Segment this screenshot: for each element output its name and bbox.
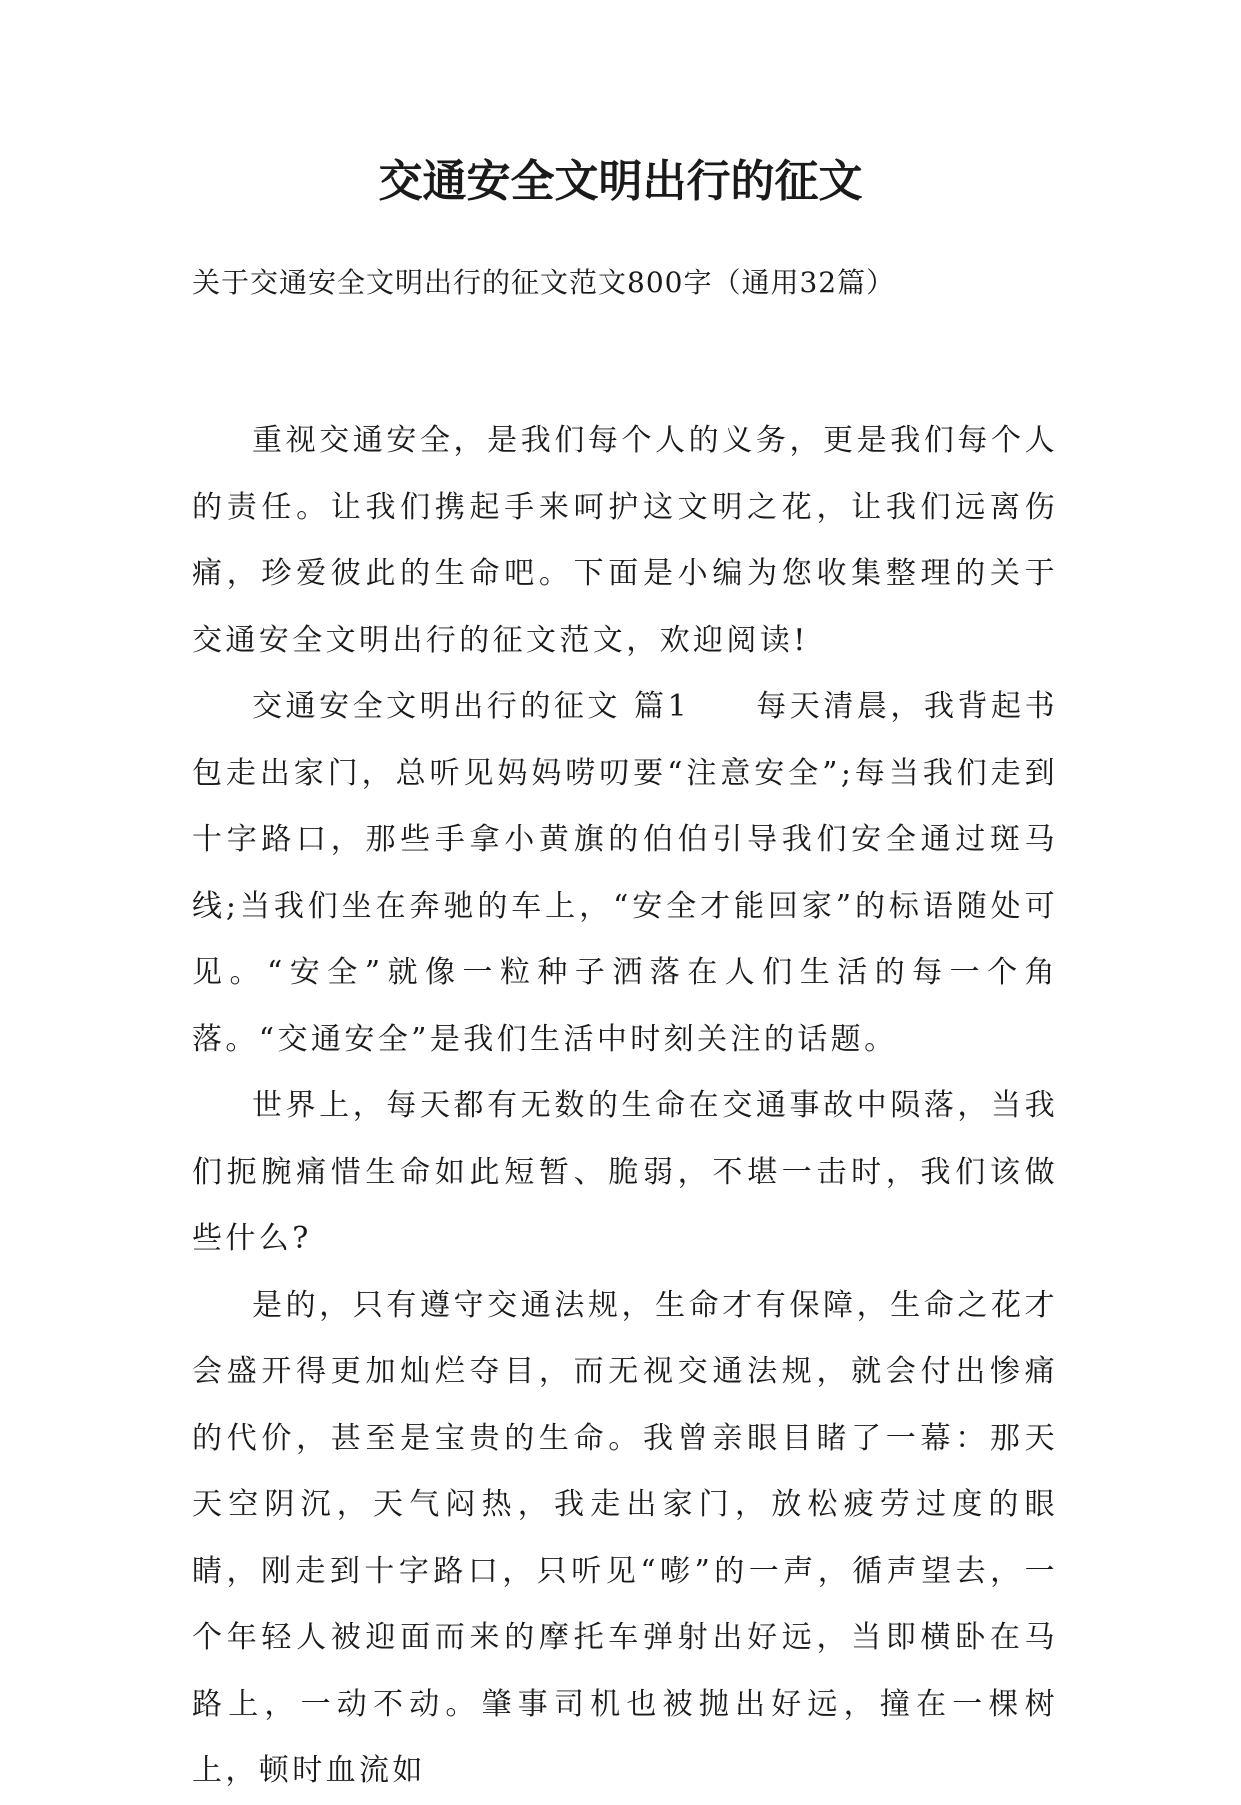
body-paragraph-2: 世界上，每天都有无数的生命在交通事故中陨落，当我们扼腕痛惜生命如此短暂、脆弱，不堪一击时，我们该做些什么?	[192, 1088, 1058, 1256]
document-body	[192, 408, 1058, 1805]
section-heading: 交通安全文明出行的征文 篇1	[252, 689, 691, 724]
document-title: 交通安全文明出行的征文	[378, 156, 863, 207]
body-paragraph-3: 是的，只有遵守交通法规，生命才有保障，生命之花才会盛开得更加灿烂夺目，而无视交通法规，就会付出惨痛的代价，甚至是宝贵的生命。我曾亲眼目睹了一幕：那天天空阴沉，天气闷热，我走出家门，放松疲劳过度的眼睛，刚走到十字路口，只听见“嘭”的一声，循声望去，一个年轻人被迎面而来的摩托车弹射出好远，当即横卧在马路上，一动不动。肇事司机也被抛出好远，撞在一棵树上，顿时血流如	[192, 1287, 1058, 1788]
document-subtitle: 关于交通安全文明出行的征文范文800字（通用32篇）	[192, 266, 896, 299]
section-first-text: 每天清晨，我背起书包走出家门，总听见妈妈唠叨要“注意安全”;每当我们走到十字路口，那些手拿小黄旗的伯伯引导我们安全通过斑马线;当我们坐在奔驰的车上，“安全才能回家”的标语随处可见。“安全”就像一粒种子洒落在人们生活的每一个角落。“交通安全”是我们生活中时刻关注的话题。	[192, 689, 1058, 1057]
intro-paragraph: 重视交通安全，是我们每个人的义务，更是我们每个人的责任。让我们携起手来呵护这文明之花，让我们远离伤痛，珍爱彼此的生命吧。下面是小编为您收集整理的关于交通安全文明出行的征文范文，欢迎阅读!	[192, 423, 1058, 658]
section-1-paragraph	[192, 674, 1058, 1073]
